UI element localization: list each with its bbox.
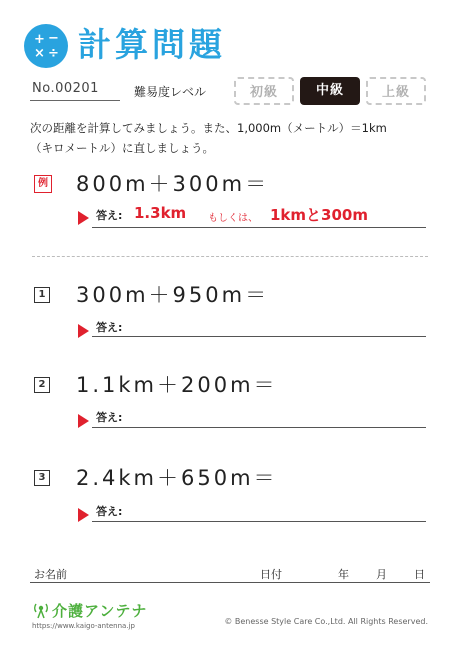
example-answer-or: もしくは、 bbox=[208, 213, 258, 224]
question-3-expression: 2.4km＋650m＝ bbox=[76, 466, 278, 490]
answer-arrow-icon bbox=[78, 508, 89, 522]
question-1-answer-line[interactable] bbox=[92, 336, 426, 337]
question-3-answer-line[interactable] bbox=[92, 521, 426, 522]
section-divider bbox=[32, 256, 428, 257]
question-2-answer-line[interactable] bbox=[92, 427, 426, 428]
example-answer-line bbox=[92, 227, 426, 228]
name-label: お名前 bbox=[34, 568, 67, 581]
day-label: 日 bbox=[414, 568, 425, 581]
difficulty-label: 難易度レベル bbox=[134, 85, 207, 99]
example-expression: 800m＋300m＝ bbox=[76, 172, 270, 196]
brand-url: https://www.kaigo-antenna.jp bbox=[32, 622, 135, 630]
example-answer-alt: 1kmと300m bbox=[270, 206, 368, 224]
question-3-answer-label: 答え: bbox=[96, 505, 123, 518]
minus-sign: − bbox=[48, 31, 59, 46]
question-2-expression: 1.1km＋200m＝ bbox=[76, 373, 278, 397]
copyright: © Benesse Style Care Co.,Ltd. All Rights Reserved. bbox=[224, 617, 428, 626]
question-2-number: 2 bbox=[34, 377, 50, 393]
question-1-expression: 300m＋950m＝ bbox=[76, 283, 270, 307]
math-operators-icon bbox=[24, 24, 68, 68]
instructions bbox=[30, 118, 440, 158]
example-answer-main: 1.3km bbox=[134, 204, 187, 222]
plus-sign: + bbox=[34, 32, 45, 47]
worksheet-number: No.00201 bbox=[32, 81, 99, 96]
times-sign: × bbox=[34, 46, 45, 61]
name-date-line[interactable] bbox=[30, 582, 430, 583]
level-advanced: 上級 bbox=[366, 77, 426, 105]
instructions-line-2: （キロメートル）に直しましょう。 bbox=[30, 141, 214, 155]
answer-arrow-icon bbox=[78, 414, 89, 428]
example-answer-label: 答え: bbox=[96, 209, 123, 222]
level-beginner: 初級 bbox=[234, 77, 294, 105]
question-1-number: 1 bbox=[34, 287, 50, 303]
antenna-icon bbox=[32, 602, 50, 619]
answer-arrow-icon bbox=[78, 324, 89, 338]
question-1-answer-label: 答え: bbox=[96, 321, 123, 334]
example-tag: 例 bbox=[34, 175, 52, 193]
instructions-line-1: 次の距離を計算してみましょう。また、1,000m（メートル）＝1km bbox=[30, 121, 387, 135]
page-title: 計算問題 bbox=[78, 25, 226, 64]
date-label: 日付 bbox=[260, 568, 282, 581]
brand-logo bbox=[30, 601, 160, 631]
brand-name: 介護アンテナ bbox=[52, 602, 148, 620]
divide-sign: ÷ bbox=[48, 46, 59, 61]
worksheet-number-underline bbox=[30, 100, 120, 101]
question-3-number: 3 bbox=[34, 470, 50, 486]
year-label: 年 bbox=[338, 568, 349, 581]
level-intermediate: 中級 bbox=[300, 77, 360, 105]
answer-arrow-icon bbox=[78, 211, 89, 225]
question-2-answer-label: 答え: bbox=[96, 411, 123, 424]
month-label: 月 bbox=[376, 568, 387, 581]
